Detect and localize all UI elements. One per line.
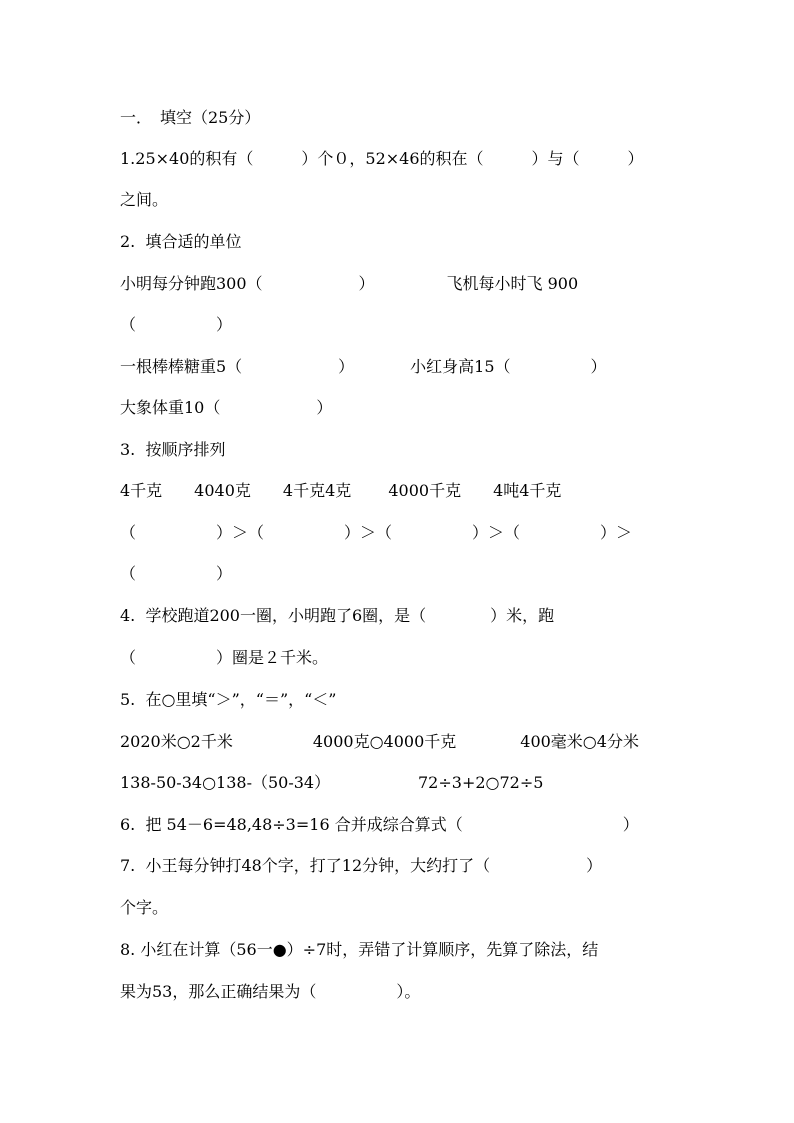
question-5-line-2b: 72÷3+2○72÷5 — [418, 773, 544, 792]
question-1-line-2: 之间。 — [120, 190, 169, 209]
question-8-line-2: 果为53，那么正确结果为（ ）。 — [120, 982, 421, 1001]
question-7-line-2: 个字。 — [120, 898, 169, 917]
question-3-line-2: （ ）＞（ ）＞（ ）＞（ ）＞ — [120, 523, 633, 542]
question-7-line-1: 7. 小王每分钟打48个字，打了12分钟，大约打了（ ） — [120, 856, 603, 875]
question-5-line-1: 2020米○2千米 4000克○4000千克 400毫米○4分米 — [120, 732, 639, 751]
question-2-line-1: 小明每分钟跑300（ ） 飞机每小时飞 900 — [120, 274, 579, 293]
question-3-items: 4千克 4040克 4千克4克 4000千克 4吨4千克 — [120, 481, 562, 500]
question-4-line-2: （ ）圈是２千米。 — [120, 648, 329, 667]
question-2-line-2: （ ） — [120, 315, 233, 334]
question-4-line-1: 4. 学校跑道200一圈，小明跑了6圈，是（ ）米，跑 — [120, 606, 555, 625]
question-6-line-1: 6. 把 54－6=48,48÷3=16 合并成综合算式（ ） — [120, 815, 639, 834]
question-8-line-1: 8. 小红在计算（56一●）÷7时，弄错了计算顺序，先算了除法，结 — [120, 940, 599, 959]
question-2-title: 2. 填合适的单位 — [120, 232, 242, 251]
question-5-line-2a: 138-50-34○138-（50-34） — [120, 773, 331, 792]
question-2-line-3: 一根棒棒糖重5（ ） 小红身高15（ ） — [120, 357, 607, 376]
section-title: 一． 填空（25分） — [120, 108, 261, 127]
question-3-line-3: （ ） — [120, 564, 233, 583]
question-1-line-1: 1.25×40的积有（ ）个０，52×46的积在（ ）与（ ） — [120, 149, 644, 168]
question-5-title: 5. 在○里填“＞”，“＝”，“＜” — [120, 690, 337, 709]
question-3-title: 3. 按顺序排列 — [120, 440, 226, 459]
question-2-line-4: 大象体重10（ ） — [120, 398, 333, 417]
